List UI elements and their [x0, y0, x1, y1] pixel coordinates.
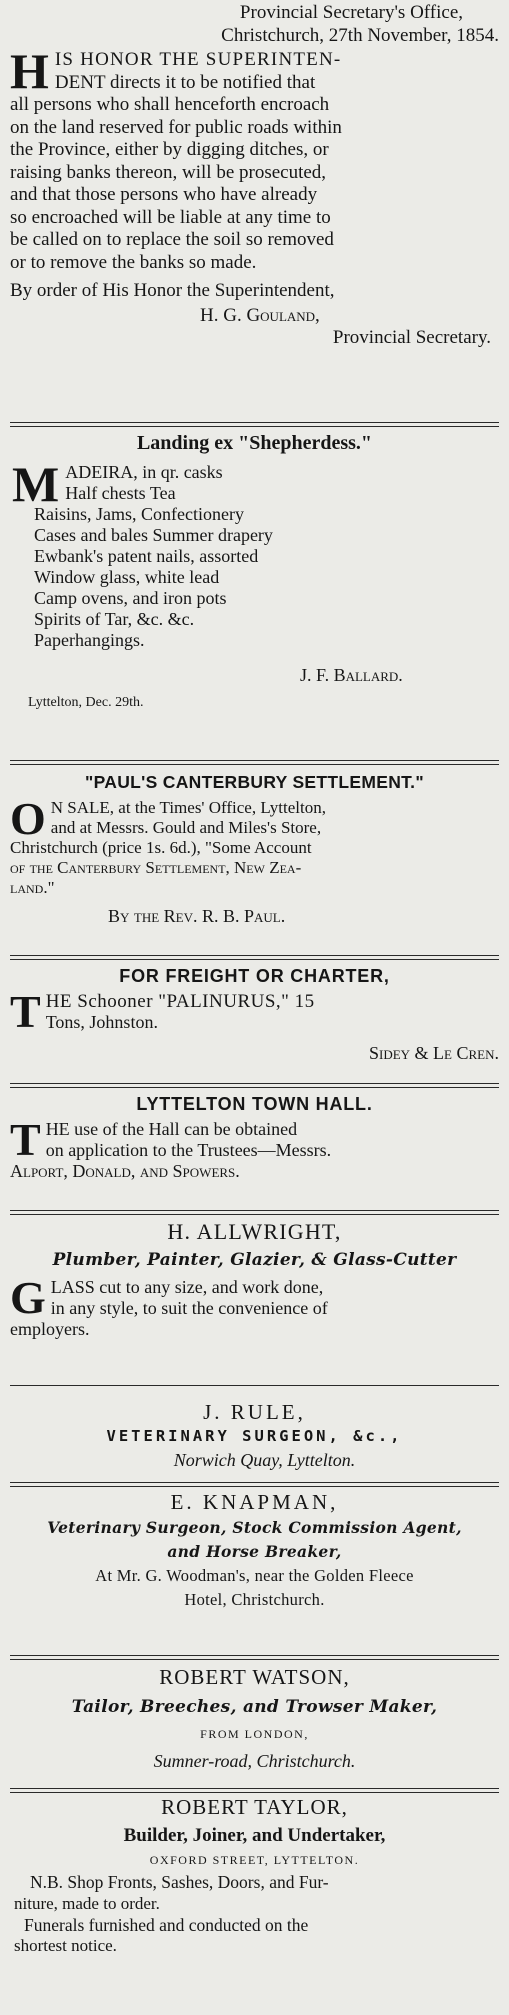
- allwright-trade: Plumber, Painter, Glazier, & Glass-Cutter: [52, 1250, 457, 1270]
- freight-heading: FOR FREIGHT OR CHARTER,: [119, 966, 390, 986]
- notice-order-line: By order of His Honor the Superintendent,: [10, 280, 335, 301]
- madeira-item: Paperhangings.: [34, 630, 145, 650]
- freight-line: HE Schooner "PALINURUS," 15: [45, 991, 315, 1012]
- watson-ad: [10, 1662, 499, 1776]
- madeira-dateline: Lyttelton, Dec. 29th.: [28, 695, 144, 710]
- madeira-item: Raisins, Jams, Confectionery: [34, 504, 244, 524]
- taylor-name: ROBERT TAYLOR,: [161, 1795, 348, 1819]
- divider: [10, 1385, 499, 1386]
- notice-first-line: IS HONOR THE SUPERINTEN-: [54, 49, 342, 70]
- freight-drop-cap: T: [10, 986, 41, 1037]
- madeira-second-line: Half chests Tea: [65, 483, 176, 503]
- knapman-name: E. KNAPMAN,: [170, 1490, 339, 1514]
- knapman-trade: Veterinary Surgeon, Stock Commission Agent,: [47, 1518, 462, 1537]
- taylor-line: N.B. Shop Fronts, Sashes, Doors, and Fur-: [30, 1872, 329, 1892]
- madeira-item: Camp ovens, and iron pots: [34, 588, 227, 608]
- paul-line: Christchurch (price 1s. 6d.), "Some Account: [10, 838, 312, 857]
- paul-drop-cap: O: [10, 793, 46, 844]
- notice-body-line: so encroached will be liable at any time to: [10, 206, 331, 228]
- town-hall-body: [10, 1114, 499, 1182]
- taylor-line: niture, made to order.: [14, 1894, 160, 1913]
- madeira-item: Spirits of Tar, &c. &c.: [34, 609, 195, 629]
- rule-address: Norwich Quay, Lyttelton.: [173, 1450, 356, 1470]
- notice-body: [10, 43, 499, 274]
- notice-signatory: H. G. Gouland,: [200, 304, 320, 326]
- knapman-address: At Mr. G. Woodman's, near the Golden Fleece: [95, 1566, 414, 1585]
- madeira-drop-cap: M: [12, 456, 60, 512]
- paul-body: [10, 793, 499, 898]
- divider: [10, 1655, 499, 1660]
- madeira-heading: Landing ex "Shepherdess.": [136, 432, 373, 454]
- town-hall-ad: [10, 1094, 499, 1182]
- notice-body-line: be called on to replace the soil so removed: [10, 229, 334, 250]
- taylor-trade: Builder, Joiner, and Undertaker,: [123, 1825, 386, 1846]
- freight-body: [10, 986, 499, 1037]
- watson-name: ROBERT WATSON,: [159, 1665, 350, 1689]
- town-hall-line: HE use of the Hall can be obtained: [45, 1119, 298, 1139]
- taylor-address: OXFORD STREET, LYTTELTON.: [149, 1853, 360, 1867]
- madeira-items: [10, 504, 499, 651]
- divider: [10, 1083, 499, 1088]
- madeira-item: Window glass, white lead: [34, 567, 220, 587]
- allwright-line: LASS cut to any size, and work done,: [50, 1277, 324, 1297]
- divider: [10, 1482, 499, 1487]
- notice-office: Provincial Secretary's Office,: [239, 2, 463, 23]
- watson-address: Sumner-road, Christchurch.: [153, 1751, 356, 1771]
- town-hall-line: Alport, Donald, and Spowers.: [10, 1161, 240, 1181]
- paul-line: and at Messrs. Gould and Miles's Store,: [50, 818, 322, 837]
- notice-body-line: the Province, either by digging ditches, or: [10, 139, 329, 160]
- rule-trade: VETERINARY SURGEON, &c.,: [106, 1427, 403, 1445]
- paul-byline: By the Rev. R. B. Paul.: [108, 906, 286, 926]
- allwright-body: [10, 1272, 499, 1340]
- notice-body-line: and that those persons who have already: [10, 184, 318, 205]
- watson-from: FROM LONDON,: [200, 1727, 309, 1741]
- notice-drop-cap: H: [10, 43, 49, 99]
- town-hall-heading: LYTTELTON TOWN HALL.: [136, 1094, 373, 1114]
- rule-ad: [10, 1400, 499, 1472]
- freight-signature: Sidey & Le Cren.: [369, 1043, 499, 1063]
- madeira-item: Ewbank's patent nails, assorted: [34, 546, 259, 566]
- paul-heading: "PAUL'S CANTERBURY SETTLEMENT.": [85, 772, 424, 792]
- paul-line: of the Canterbury Settlement, New Zea-: [10, 858, 302, 877]
- paul-line: N SALE, at the Times' Office, Lyttelton,: [50, 798, 326, 817]
- madeira-signature: J. F. Ballard.: [300, 665, 403, 685]
- notice-body-line: or to remove the banks so made.: [10, 251, 257, 273]
- allwright-drop-cap: G: [10, 1272, 46, 1323]
- notice-second-line: DENT directs it to be notified that: [54, 71, 316, 93]
- provincial-notice: [10, 2, 499, 350]
- madeira-first-line: ADEIRA, in qr. casks: [65, 462, 223, 482]
- rule-name: J. RULE,: [203, 1400, 306, 1424]
- taylor-line: Funerals furnished and conducted on the: [24, 1915, 309, 1935]
- freight-ad: [10, 966, 499, 1064]
- madeira-item: Cases and bales Summer drapery: [34, 525, 273, 545]
- divider: [10, 955, 499, 960]
- notice-body-line: raising banks thereon, will be prosecuted,: [10, 161, 327, 183]
- watson-trade: Tailor, Breeches, and Trowser Maker,: [71, 1697, 438, 1717]
- allwright-ad: [10, 1218, 499, 1340]
- divider: [10, 1210, 499, 1215]
- knapman-address: Hotel, Christchurch.: [184, 1590, 325, 1609]
- freight-line: Tons, Johnston.: [45, 1012, 158, 1032]
- allwright-line: in any style, to suit the convenience of: [50, 1298, 328, 1318]
- notice-body-line: on the land reserved for public roads within: [10, 116, 342, 138]
- divider: [10, 760, 499, 765]
- paul-ad: [10, 772, 499, 926]
- knapman-trade: and Horse Breaker,: [167, 1542, 342, 1561]
- notice-signatory-title: Provincial Secretary.: [332, 327, 491, 348]
- notice-body-line: all persons who shall henceforth encroach: [10, 94, 330, 115]
- knapman-ad: [10, 1488, 499, 1612]
- madeira-ad: [10, 430, 499, 713]
- paul-line: land.": [10, 878, 55, 897]
- taylor-line: shortest notice.: [14, 1936, 117, 1955]
- allwright-line: employers.: [10, 1319, 90, 1339]
- notice-date: Christchurch, 27th November, 1854.: [221, 24, 499, 46]
- taylor-ad: [10, 1792, 499, 1956]
- allwright-name: H. ALLWRIGHT,: [167, 1219, 342, 1244]
- town-hall-line: on application to the Trustees—Messrs.: [45, 1140, 332, 1160]
- town-hall-drop-cap: T: [10, 1114, 41, 1165]
- divider: [10, 422, 499, 427]
- madeira-opening: [10, 456, 499, 512]
